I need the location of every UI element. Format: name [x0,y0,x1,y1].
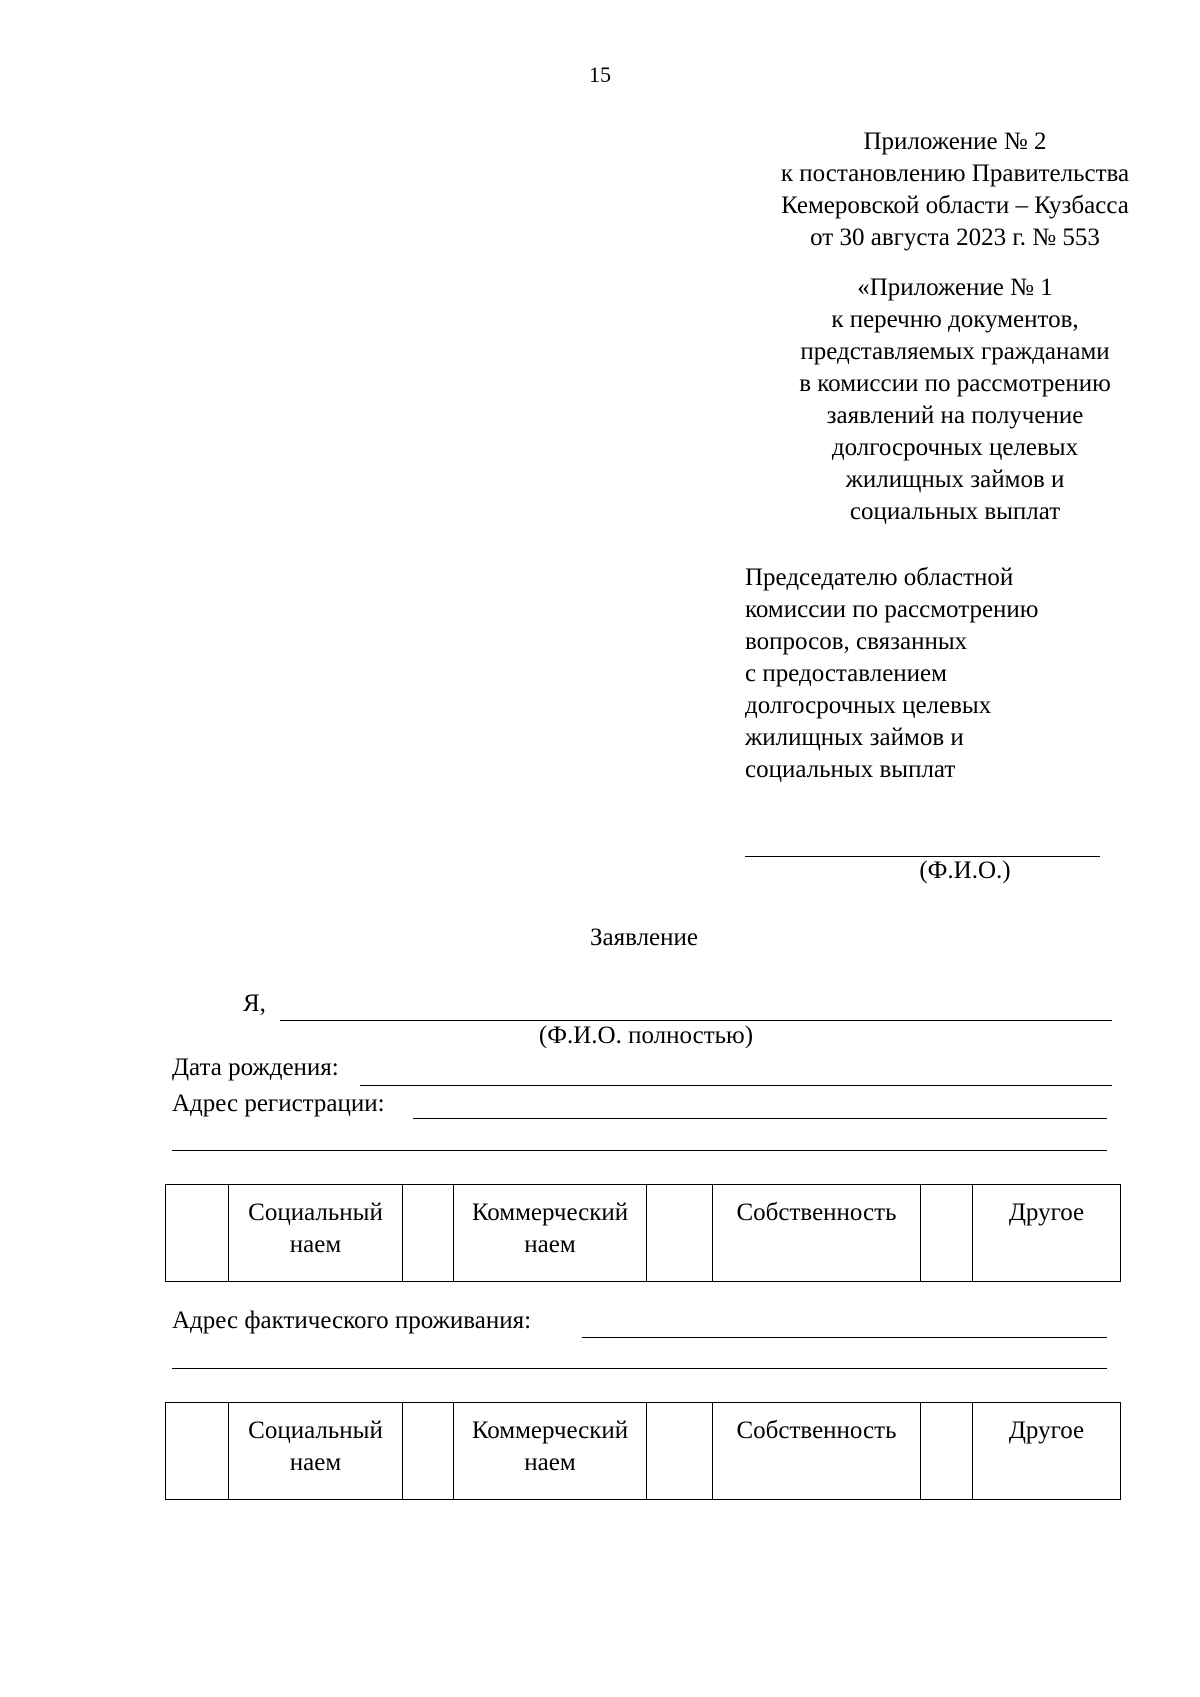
birth-date-label: Дата рождения: [172,1054,339,1081]
option-label-line: Коммерческий [471,1199,629,1226]
option-label-line: Собственность [736,1199,897,1226]
option-label-line: Социальный [248,1199,383,1226]
appendix-inner-line: жилищных займов и [845,466,1065,493]
option-label-line: Социальный [248,1417,383,1444]
registration-address-line[interactable] [413,1118,1107,1119]
other-checkbox[interactable] [921,1403,973,1500]
appendix-inner-line: заявлений на получение [826,402,1084,429]
addressee-line: социальных выплат [745,756,956,783]
page-number: 15 [589,62,611,87]
other-label [973,1403,1121,1500]
appendix-inner-line: социальных выплат [849,498,1061,525]
option-label-line: Коммерческий [471,1417,629,1444]
actual-housing-type-table [165,1402,1121,1500]
addressee-line: вопросов, связанных [745,628,968,655]
option-label-line: Другое [1008,1199,1085,1226]
addressee-line: с предоставлением [745,660,947,687]
option-label-line: наем [524,1449,576,1476]
social-rent-checkbox[interactable] [166,1403,229,1500]
social-rent-checkbox[interactable] [166,1185,229,1282]
option-label-line: наем [289,1449,342,1476]
commercial-rent-label [454,1185,647,1282]
appendix-line: Приложение № 2 [863,128,1047,155]
appendix-inner-line: к перечню документов, [831,306,1079,333]
table-row [166,1403,1121,1500]
applicant-name-line[interactable] [280,1020,1112,1021]
registration-housing-type-table [165,1184,1121,1282]
option-label-line: наем [524,1231,576,1258]
actual-address-label: Адрес фактического проживания: [172,1307,532,1334]
social-rent-label [229,1403,403,1500]
applicant-name-caption: (Ф.И.О. полностью) [538,1022,754,1049]
addressee-block [745,562,1165,786]
ownership-checkbox[interactable] [647,1185,713,1282]
appendix-line: от 30 августа 2023 г. № 553 [810,224,1100,251]
commercial-rent-checkbox[interactable] [403,1185,454,1282]
appendix-line: Кемеровской области – Кузбасса [781,192,1129,219]
option-label-line: Другое [1008,1417,1085,1444]
registration-address-line-2[interactable] [172,1150,1107,1151]
statement-title: Заявление [589,924,699,951]
other-checkbox[interactable] [921,1185,973,1282]
ownership-label [713,1185,921,1282]
appendix-header [690,126,1200,254]
birth-date-line[interactable] [360,1085,1112,1086]
addressee-line: долгосрочных целевых [745,692,992,719]
option-label-line: наем [289,1231,342,1258]
appendix-inner-line: долгосрочных целевых [831,434,1079,461]
commercial-rent-label [454,1403,647,1500]
appendix-inner-line: «Приложение № 1 [857,274,1053,301]
addressee-line: жилищных займов и [745,724,964,751]
appendix-inner-header [690,272,1200,528]
option-label-line: Собственность [736,1417,897,1444]
addressee-line: Председателю областной [745,564,1014,591]
registration-address-label: Адрес регистрации: [172,1090,385,1117]
appendix-inner-line: представляемых гражданами [800,338,1110,365]
ownership-label [713,1403,921,1500]
social-rent-label [229,1185,403,1282]
addressee-fio-caption: (Ф.И.О.) [919,857,1011,884]
commercial-rent-checkbox[interactable] [403,1403,454,1500]
table-row [166,1185,1121,1282]
actual-address-line[interactable] [582,1337,1107,1338]
appendix-inner-line: в комиссии по рассмотрению [799,370,1111,397]
addressee-line: комиссии по рассмотрению [745,596,1039,623]
actual-address-line-2[interactable] [172,1368,1107,1369]
applicant-label: Я, [243,990,266,1017]
ownership-checkbox[interactable] [647,1403,713,1500]
appendix-line: к постановлению Правительства [780,160,1130,187]
other-label [973,1185,1121,1282]
